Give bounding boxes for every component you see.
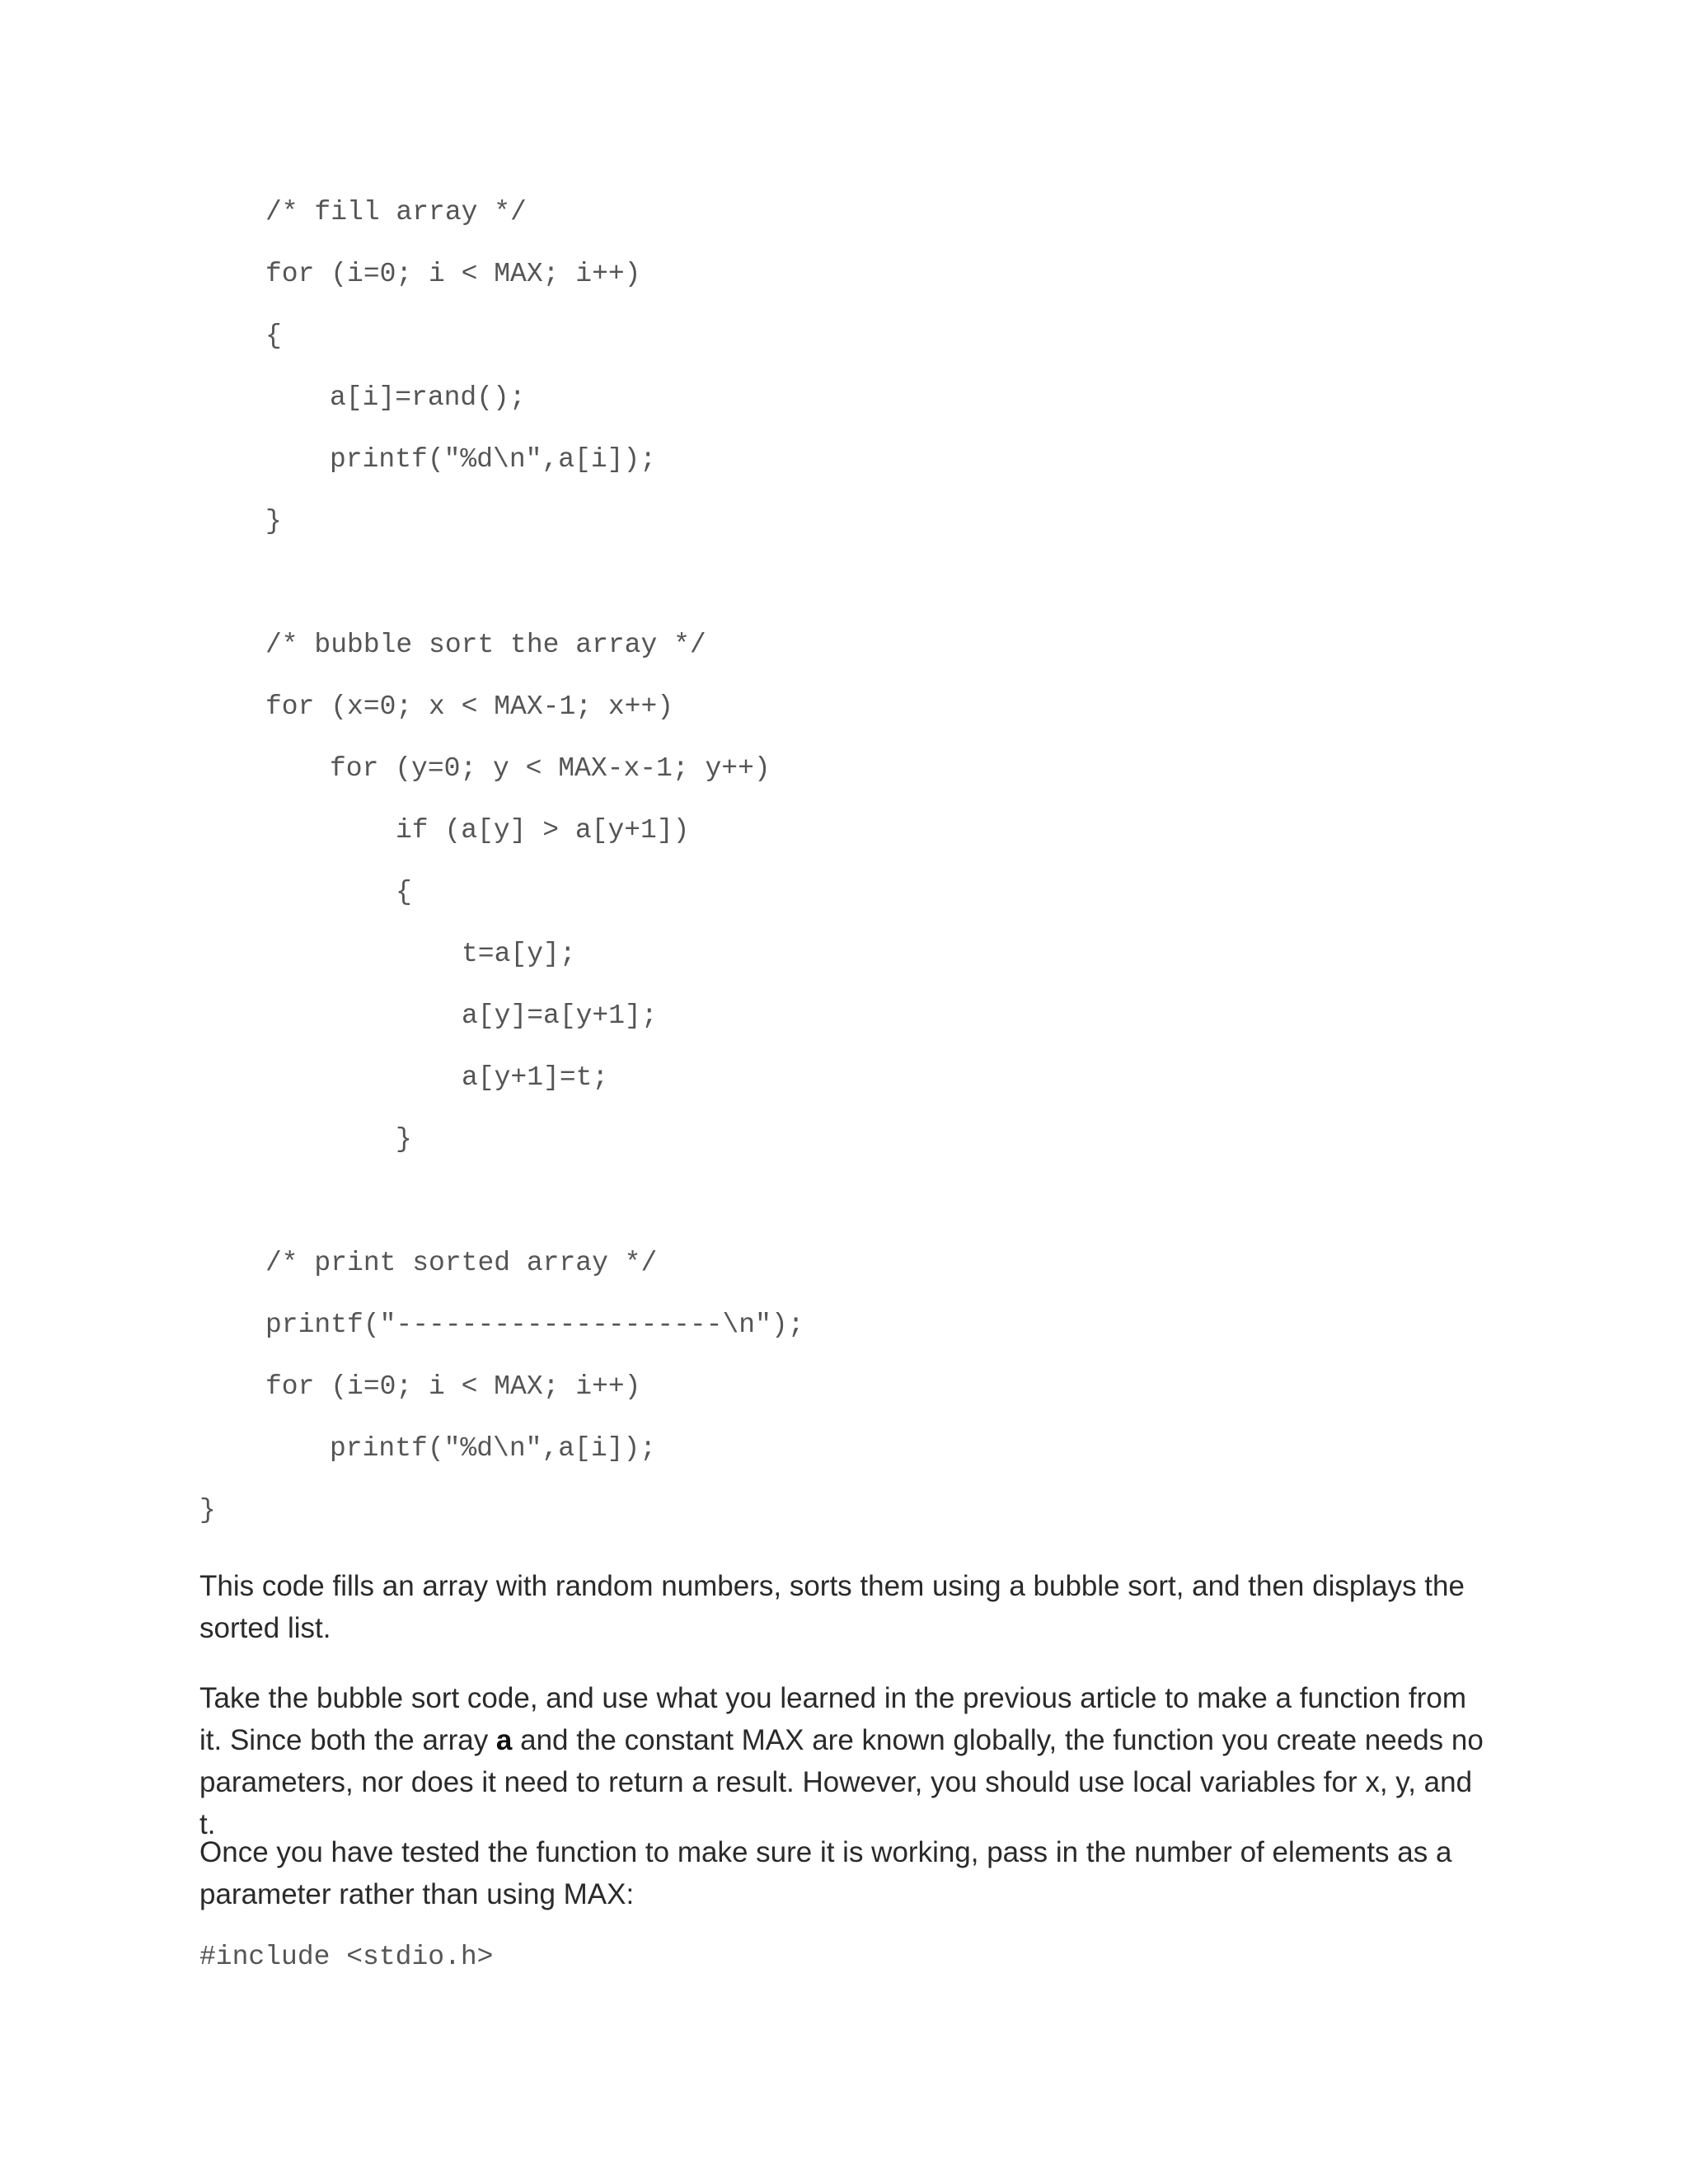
paragraph-make-function — [199, 1677, 1485, 1845]
paragraph-make-function-part-2: and the constant MAX are known globally, the function you create needs no parameters, nor does it need to return a result. However, you should use local variables for x, y, and t. — [199, 1724, 1484, 1840]
code-line-sort-open-brace: { — [396, 877, 412, 907]
code-comment-fill-array: /* fill array */ — [265, 197, 527, 227]
paragraph-make-function-part-1: Take the bubble sort code, and use what you learned in the previous article to make a function from it. Since both the array — [199, 1682, 1467, 1756]
code-line-fill-for: for (i=0; i < MAX; i++) — [265, 259, 641, 289]
paragraph-pass-parameter: Once you have tested the function to make sure it is working, pass in the number of elements as a parameter rather than using MAX: — [199, 1836, 1452, 1910]
code-line-print-separator: printf("--------------------\n"); — [265, 1310, 804, 1340]
code-line-sort-close-brace: } — [396, 1124, 412, 1155]
code-line-print-for: for (i=0; i < MAX; i++) — [265, 1371, 641, 1402]
code-line-fill-open-brace: { — [265, 321, 282, 351]
code-line-sort-inner-for: for (y=0; y < MAX-x-1; y++) — [330, 753, 771, 784]
paragraph-code-summary: This code fills an array with random numbers, sorts them using a bubble sort, and then displays the sorted list. — [199, 1570, 1465, 1644]
code-comment-print-sorted: /* print sorted array */ — [265, 1248, 658, 1278]
code-line-fill-printf: printf("%d\n",a[i]); — [330, 444, 657, 475]
code-line-fill-close-brace: } — [265, 506, 282, 537]
code-line-sort-if: if (a[y] > a[y+1]) — [396, 815, 690, 846]
code-comment-bubble-sort: /* bubble sort the array */ — [265, 630, 706, 660]
code-line-include-stdio: #include <stdio.h> — [199, 1942, 494, 1972]
code-line-sort-outer-for: for (x=0; x < MAX-1; x++) — [265, 691, 674, 722]
code-line-main-close-brace: } — [199, 1495, 216, 1526]
code-line-sort-swap-3: a[y+1]=t; — [462, 1062, 609, 1093]
code-line-fill-assign: a[i]=rand(); — [330, 382, 526, 413]
code-line-sort-swap-2: a[y]=a[y+1]; — [462, 1001, 658, 1031]
code-line-print-printf: printf("%d\n",a[i]); — [330, 1433, 657, 1464]
array-name-bold: a — [495, 1724, 513, 1756]
code-line-sort-swap-1: t=a[y]; — [462, 939, 576, 969]
